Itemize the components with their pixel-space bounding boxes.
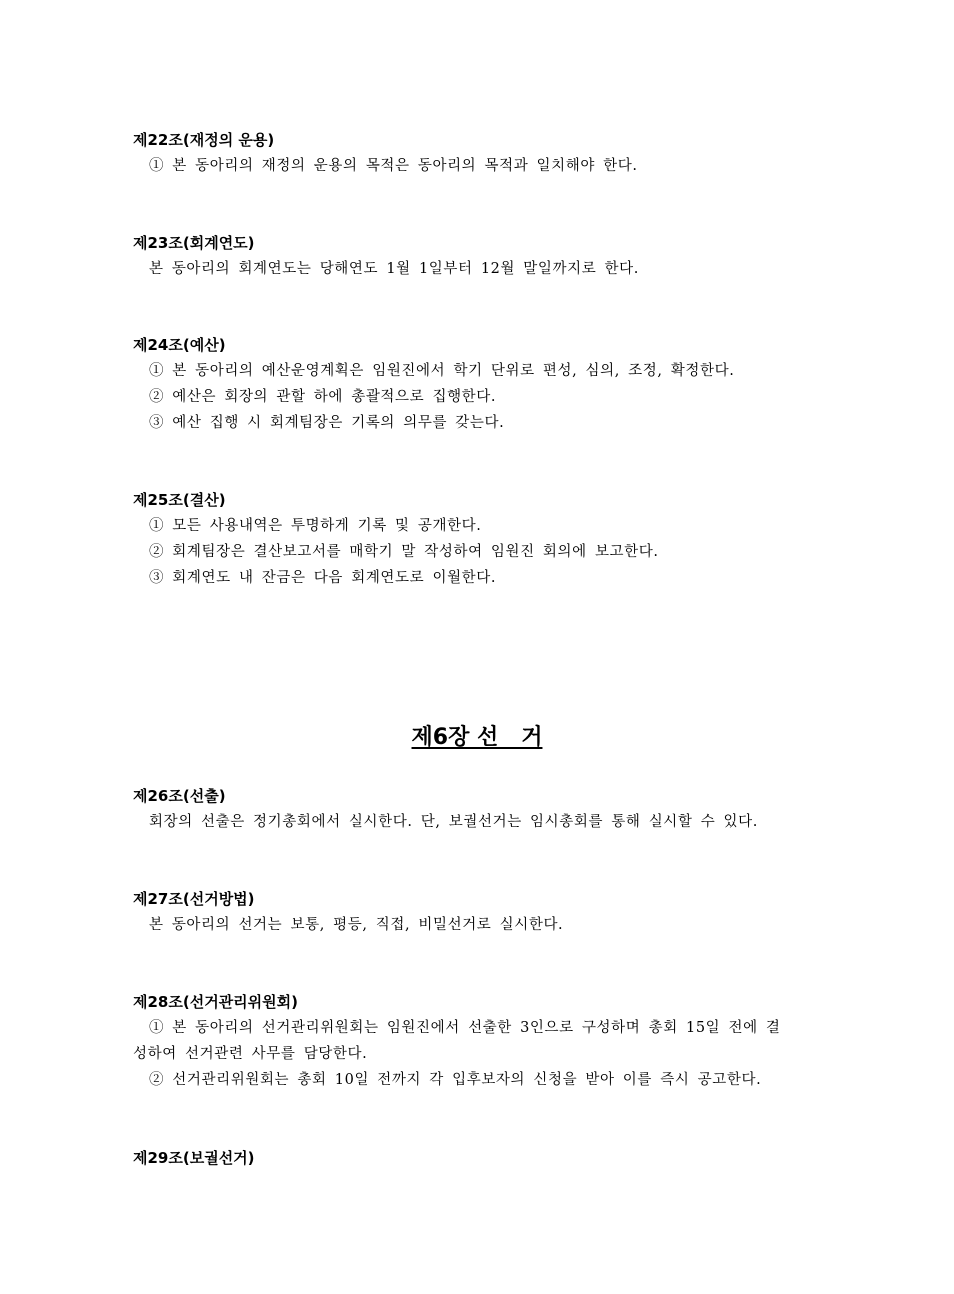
article-heading: 제25조(결산) bbox=[133, 491, 226, 509]
chapter-title-text: 제6장 선 거 bbox=[411, 725, 543, 750]
article-28 bbox=[133, 989, 833, 1093]
article-22 bbox=[133, 127, 833, 179]
article-heading: 제23조(회계연도) bbox=[133, 234, 255, 252]
article-24 bbox=[133, 332, 833, 436]
article-23 bbox=[133, 230, 833, 282]
article-clause: ① 본 동아리의 선거관리위원회는 임원진에서 선출한 3인으로 구성하며 총회 15일 전에 결 bbox=[149, 1020, 781, 1036]
article-clause: 회장의 선출은 정기총회에서 실시한다. 단, 보궐선거는 임시총회를 통해 실시할 수 있다. bbox=[149, 814, 758, 830]
article-clause: ② 선거관리위원회는 총회 10일 전까지 각 입후보자의 신청을 받아 이를 즉시 공고한다. bbox=[149, 1072, 762, 1088]
article-26 bbox=[133, 783, 833, 835]
article-27 bbox=[133, 886, 833, 938]
article-clause: 본 동아리의 회계연도는 당해연도 1월 1일부터 12월 말일까지로 한다. bbox=[149, 261, 639, 277]
article-heading: 제28조(선거관리위원회) bbox=[133, 993, 298, 1011]
article-29 bbox=[133, 1145, 833, 1171]
article-clause: ① 본 동아리의 재정의 운용의 목적은 동아리의 목적과 일치해야 한다. bbox=[149, 158, 638, 174]
article-heading: 제26조(선출) bbox=[133, 787, 226, 805]
article-heading: 제22조(재정의 운용) bbox=[133, 131, 275, 149]
article-clause: ③ 회계연도 내 잔금은 다음 회계연도로 이월한다. bbox=[149, 570, 497, 586]
article-25 bbox=[133, 487, 833, 591]
article-clause: ① 모든 사용내역은 투명하게 기록 및 공개한다. bbox=[149, 518, 482, 534]
article-heading: 제27조(선거방법) bbox=[133, 890, 255, 908]
article-clause: 본 동아리의 선거는 보통, 평등, 직접, 비밀선거로 실시한다. bbox=[149, 917, 564, 933]
article-clause-continuation: 성하여 선거관련 사무를 담당한다. bbox=[133, 1046, 368, 1062]
article-clause: ③ 예산 집행 시 회계팀장은 기록의 의무를 갖는다. bbox=[149, 415, 505, 431]
article-heading: 제24조(예산) bbox=[133, 336, 226, 354]
chapter-title bbox=[0, 722, 954, 754]
article-heading: 제29조(보궐선거) bbox=[133, 1149, 255, 1167]
article-clause: ② 예산은 회장의 관할 하에 총괄적으로 집행한다. bbox=[149, 389, 497, 405]
article-clause: ① 본 동아리의 예산운영계획은 임원진에서 학기 단위로 편성, 심의, 조정, 확정한다. bbox=[149, 363, 735, 379]
article-clause: ② 회계팀장은 결산보고서를 매학기 말 작성하여 임원진 회의에 보고한다. bbox=[149, 544, 659, 560]
